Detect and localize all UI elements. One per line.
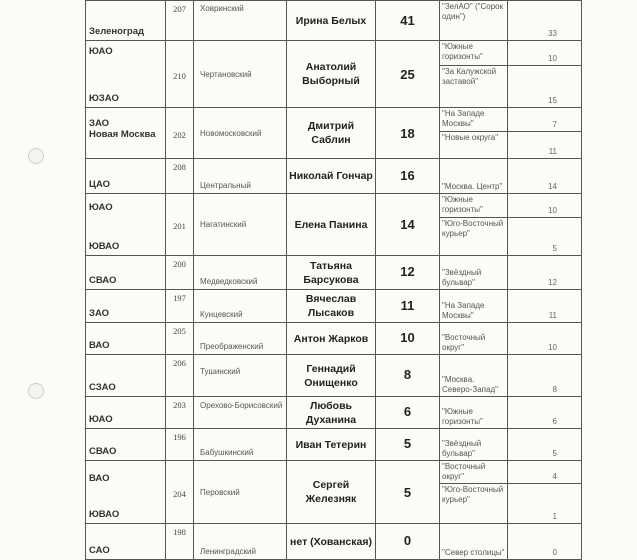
- area-labels: [89, 118, 155, 140]
- area-cell: [86, 429, 166, 461]
- district-name: Центральный: [194, 159, 287, 194]
- deputy-name: Геннадий Онищенко: [287, 355, 376, 397]
- area-label: СЗАО: [89, 382, 116, 393]
- area-cell: [86, 194, 166, 256]
- district-number: 207: [166, 1, 194, 41]
- district-number: 205: [166, 323, 194, 355]
- area-cell: [86, 355, 166, 397]
- copies-count: 11: [508, 132, 582, 159]
- table-row: [86, 1, 582, 41]
- copies-count: 0: [508, 524, 582, 560]
- area-cell: [86, 461, 166, 524]
- district-name: Перовский: [194, 461, 287, 524]
- newspaper-title: "Юго-Восточный курьер": [440, 484, 508, 524]
- deputy-name: Любовь Духанина: [287, 397, 376, 429]
- district-name: Ховринский: [200, 4, 244, 13]
- votes: 8: [376, 355, 440, 397]
- area-label: ЮАО: [89, 414, 113, 425]
- district-number: 197: [166, 290, 194, 323]
- table-row: [86, 256, 582, 290]
- district-name: Орехово-Борисовский: [194, 397, 287, 429]
- district-name: Ленинградский: [194, 524, 287, 560]
- deputy-name: Николай Гончар: [287, 159, 376, 194]
- deputy-name: Сергей Железняк: [287, 461, 376, 524]
- district-name: Кунцевский: [194, 290, 287, 323]
- district-number: 198: [166, 524, 194, 560]
- deputy-name: Иван Тетерин: [287, 429, 376, 461]
- newspaper-title: "Север столицы": [440, 524, 508, 560]
- district-number: 204: [166, 461, 194, 524]
- binder-hole: [28, 148, 44, 164]
- area-cell: [86, 256, 166, 290]
- votes: 25: [376, 41, 440, 108]
- deputy-name: Анатолий Выборный: [287, 41, 376, 108]
- votes: 11: [376, 290, 440, 323]
- table-row: [86, 159, 582, 194]
- copies-count: 4: [508, 461, 582, 484]
- district-name: Нагатинский: [194, 194, 287, 256]
- newspaper-title: "На Западе Москвы": [440, 290, 508, 323]
- area-cell: [86, 108, 166, 159]
- area-label: ЮЗАО: [89, 93, 119, 104]
- newspaper-title: "Новые округа": [440, 132, 508, 159]
- newspaper-title: "Юго-Восточный курьер": [440, 218, 508, 256]
- newspaper-title: "Южные горизонты": [440, 41, 508, 66]
- table-row: [86, 355, 582, 397]
- area-label: Новая Москва: [89, 129, 156, 140]
- area-label: ВАО: [89, 473, 110, 484]
- area-label: ЮВАО: [89, 509, 120, 520]
- district-name: Медведковский: [194, 256, 287, 290]
- district-number: 203: [166, 397, 194, 429]
- district-name: Преображенский: [194, 323, 287, 355]
- table-row: [86, 323, 582, 355]
- newspaper-title: "За Калужской заставой": [440, 66, 508, 108]
- newspaper-title: "Восточный округ": [440, 461, 508, 484]
- district-cell: [194, 1, 287, 41]
- area-label: ВАО: [89, 340, 110, 351]
- deputy-name: Елена Панина: [287, 194, 376, 256]
- votes: 5: [376, 461, 440, 524]
- copies-count: 5: [508, 218, 582, 256]
- table-row: [86, 290, 582, 323]
- table-row: [86, 194, 582, 218]
- newspaper-title: "Звёздный бульвар": [440, 429, 508, 461]
- newspaper-title: "ЗелАО" ("Сорок один"): [440, 1, 508, 41]
- area-label: ЦАО: [89, 179, 111, 190]
- newspaper-title: "Южные горизонты": [440, 397, 508, 429]
- area-cell: [86, 159, 166, 194]
- results-table: [85, 0, 582, 560]
- area-label: ЗАО: [89, 118, 110, 129]
- votes: 16: [376, 159, 440, 194]
- district-number: 202: [166, 108, 194, 159]
- area-label: Зеленоград: [89, 26, 145, 37]
- district-number: 201: [166, 194, 194, 256]
- copies-count: 33: [508, 1, 582, 41]
- copies-count: 10: [508, 323, 582, 355]
- area-cell: [86, 290, 166, 323]
- newspaper-title: "Восточный округ": [440, 323, 508, 355]
- area-label: СВАО: [89, 275, 117, 286]
- copies-count: 15: [508, 66, 582, 108]
- copies-count: 12: [508, 256, 582, 290]
- area-label: СВАО: [89, 446, 117, 457]
- area-label: ЗАО: [89, 308, 110, 319]
- newspaper-title: "Звёздный бульвар": [440, 256, 508, 290]
- district-number: 208: [166, 159, 194, 194]
- copies-count: 1: [508, 484, 582, 524]
- area-cell: [86, 397, 166, 429]
- newspaper-title: "На Западе Москвы": [440, 108, 508, 132]
- votes: 18: [376, 108, 440, 159]
- copies-count: 8: [508, 355, 582, 397]
- table-row: [86, 429, 582, 461]
- district-number: 206: [166, 355, 194, 397]
- district-number: 210: [166, 41, 194, 108]
- deputy-name: Ирина Белых: [287, 1, 376, 41]
- district-name: Новомосковский: [194, 108, 287, 159]
- copies-count: 7: [508, 108, 582, 132]
- newspaper-title: "Южные горизонты": [440, 194, 508, 218]
- area-label: ЮВАО: [89, 241, 120, 252]
- area-cell: [86, 41, 166, 108]
- deputy-name: Вячеслав Лысаков: [287, 290, 376, 323]
- district-number: 196: [166, 429, 194, 461]
- table-row: [86, 41, 582, 66]
- table-row: [86, 108, 582, 132]
- area-cell: [86, 1, 166, 41]
- copies-count: 10: [508, 194, 582, 218]
- votes: 14: [376, 194, 440, 256]
- deputy-name: Антон Жарков: [287, 323, 376, 355]
- area-cell: [86, 323, 166, 355]
- table-row: [86, 397, 582, 429]
- votes: 6: [376, 397, 440, 429]
- area-label: ЮАО: [89, 46, 113, 57]
- area-cell: [86, 524, 166, 560]
- area-label: ЮАО: [89, 202, 113, 213]
- area-label: САО: [89, 545, 110, 556]
- votes: 41: [376, 1, 440, 41]
- district-name: Чертановский: [194, 41, 287, 108]
- copies-count: 11: [508, 290, 582, 323]
- newspaper-title: "Москва. Центр": [440, 159, 508, 194]
- votes: 0: [376, 524, 440, 560]
- district-name: Бабушкинский: [194, 429, 287, 461]
- table-row: [86, 524, 582, 560]
- district-name: Тушинский: [194, 355, 287, 397]
- copies-count: 6: [508, 397, 582, 429]
- deputy-name: нет (Хованская): [287, 524, 376, 560]
- binder-hole: [28, 383, 44, 399]
- copies-count: 10: [508, 41, 582, 66]
- copies-count: 14: [508, 159, 582, 194]
- table-row: [86, 461, 582, 484]
- district-number: 200: [166, 256, 194, 290]
- newspaper-title: "Москва. Северо-Запад": [440, 355, 508, 397]
- copies-count: 5: [508, 429, 582, 461]
- votes: 5: [376, 429, 440, 461]
- deputy-name: Татьяна Барсукова: [287, 256, 376, 290]
- votes: 12: [376, 256, 440, 290]
- votes: 10: [376, 323, 440, 355]
- deputy-name: Дмитрий Саблин: [287, 108, 376, 159]
